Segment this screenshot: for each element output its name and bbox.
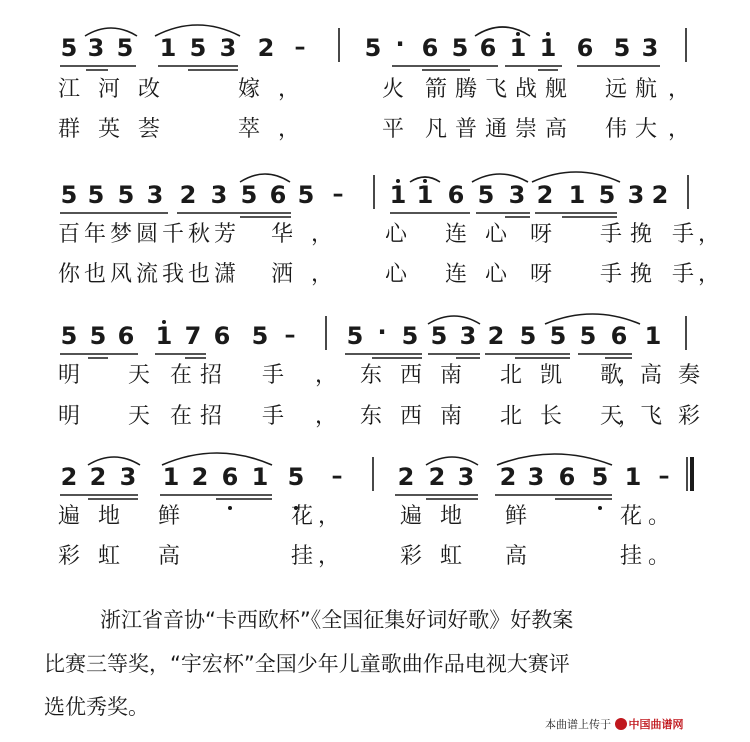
lyric-char: 地 <box>440 504 463 529</box>
lyric-char: 群 <box>58 117 81 142</box>
note-6: 6 <box>269 181 287 209</box>
lyric-char: 东 <box>360 404 383 429</box>
lyric-char: 崇 <box>515 117 538 142</box>
lyric-char: 河 <box>98 77 121 102</box>
lyric-char: ， <box>698 262 721 287</box>
note-6: 6 <box>558 463 576 491</box>
lyric-char: 手 <box>600 262 623 287</box>
lyric-char: 远 <box>605 77 628 102</box>
footer-line-1: 浙江省音协“卡西欧杯”《全国征集好词好歌》好教案 <box>100 608 574 632</box>
lyric-char: ， <box>278 77 301 102</box>
site-logo-icon <box>615 718 627 730</box>
lyric-char: 花 <box>291 504 314 529</box>
lyric-char: 挂 <box>620 544 643 569</box>
note-5: 5 <box>477 181 495 209</box>
lyric-char: 舰 <box>545 77 568 102</box>
lyric-char: 西 <box>400 404 423 429</box>
lyric-char: 凯 <box>540 363 563 388</box>
note-high-1: 1 <box>539 34 557 62</box>
note-6: 6 <box>221 463 239 491</box>
lyric-char: 西 <box>400 363 423 388</box>
note-6: 6 <box>610 322 628 350</box>
note-3: 3 <box>146 181 164 209</box>
lyric-char: 萃 <box>238 117 261 142</box>
lyric-char: 。 <box>648 504 671 529</box>
lyric-char: 地 <box>98 504 121 529</box>
note-high-1: 1 <box>509 34 527 62</box>
lyric-char: 虹 <box>98 544 121 569</box>
lyric-char: 虹 <box>440 544 463 569</box>
note-3: 3 <box>527 463 545 491</box>
note-5: 5 <box>401 322 419 350</box>
low-octave-dot <box>228 506 232 510</box>
lyric-char: ， <box>315 404 338 429</box>
site-name: 中国曲谱网 <box>628 718 684 731</box>
upload-credit <box>545 718 684 732</box>
lyric-char: 天 <box>128 404 151 429</box>
lyric-char: 。 <box>648 544 671 569</box>
lyric-char: 航 <box>635 77 658 102</box>
lyric-char: 飞 <box>485 77 508 102</box>
note-5: 5 <box>430 322 448 350</box>
lyric-char: 挽 <box>630 262 653 287</box>
lyric-char: 我 <box>162 262 185 287</box>
lyric-char: 嫁 <box>238 77 261 102</box>
note-1: 1 <box>644 322 662 350</box>
note-5: 5 <box>60 181 78 209</box>
note-3: 3 <box>87 34 105 62</box>
lyric-char: 明 <box>58 363 81 388</box>
lyric-char: 奏 <box>678 363 701 388</box>
lyric-char: 也 <box>84 262 107 287</box>
note-5: 5 <box>87 181 105 209</box>
lyric-char: 连 <box>445 262 468 287</box>
lyric-char: 你 <box>58 262 81 287</box>
note-5: 5 <box>598 181 616 209</box>
note-2: 2 <box>487 322 505 350</box>
lyric-char: 招 <box>200 404 223 429</box>
lyric-char: 歌 <box>600 363 623 388</box>
lyric-char: 手 <box>262 404 285 429</box>
lyric-char: 在 <box>170 363 193 388</box>
note-5: 5 <box>89 322 107 350</box>
note-5: 5 <box>613 34 631 62</box>
note-5: 5 <box>117 181 135 209</box>
lyric-char: 凡 <box>425 117 448 142</box>
note-5: 5 <box>549 322 567 350</box>
lyric-char: 荟 <box>138 117 161 142</box>
note-1: 1 <box>159 34 177 62</box>
lyric-char: 长 <box>540 404 563 429</box>
lyric-char: 飞 <box>640 404 663 429</box>
lyric-char: ， <box>315 363 338 388</box>
note-2: 2 <box>651 181 669 209</box>
dash-extend: – <box>332 182 344 207</box>
lyric-char: 通 <box>485 117 508 142</box>
note-5: 5 <box>287 463 305 491</box>
lyric-char: 手 <box>672 262 695 287</box>
lyric-char: 天 <box>128 363 151 388</box>
note-5: 5 <box>579 322 597 350</box>
lyric-char: 秋 <box>188 222 211 247</box>
note-high-1: 1 <box>389 181 407 209</box>
dash-extend: – <box>284 323 296 348</box>
lyric-char: 江 <box>58 77 81 102</box>
note-2: 2 <box>499 463 517 491</box>
note-1: 1 <box>568 181 586 209</box>
note-6: 6 <box>447 181 465 209</box>
lyric-char: ， <box>278 117 301 142</box>
note-5: 5 <box>116 34 134 62</box>
lyric-char: 鲜 <box>158 504 181 529</box>
lyric-char: 腾 <box>455 77 478 102</box>
note-1: 1 <box>162 463 180 491</box>
lyric-char: 洒 <box>271 262 294 287</box>
lyric-char: 手 <box>262 363 285 388</box>
note-2: 2 <box>179 181 197 209</box>
lyric-char: 梦 <box>110 222 133 247</box>
lyric-char: 挂 <box>291 544 314 569</box>
lyric-char: 百 <box>58 222 81 247</box>
note-5: 5 <box>297 181 315 209</box>
note-6: 6 <box>421 34 439 62</box>
lyric-char: 彩 <box>678 404 701 429</box>
lyric-char: 高 <box>545 117 568 142</box>
note-2: 2 <box>257 34 275 62</box>
note-6: 6 <box>213 322 231 350</box>
lyric-char: 潇 <box>214 262 237 287</box>
lyric-char: 心 <box>385 222 408 247</box>
lyric-char: 心 <box>485 222 508 247</box>
lyric-char: 明 <box>58 404 81 429</box>
note-3: 3 <box>508 181 526 209</box>
lyric-char: ， <box>311 222 334 247</box>
credit-text: 本曲谱上传于 <box>545 718 611 731</box>
footer-line-3: 选优秀奖。 <box>44 695 149 719</box>
lyric-char: 手 <box>672 222 695 247</box>
lyric-char: 在 <box>170 404 193 429</box>
lyric-char: 年 <box>84 222 107 247</box>
lyric-char: 呀 <box>530 262 553 287</box>
note-3: 3 <box>457 463 475 491</box>
note-2: 2 <box>536 181 554 209</box>
note-3: 3 <box>627 181 645 209</box>
lyric-char: 芳 <box>214 222 237 247</box>
lyric-char: 连 <box>445 222 468 247</box>
lyric-char: 手 <box>600 222 623 247</box>
lyric-char: ， <box>618 404 641 429</box>
lyric-char: 箭 <box>425 77 448 102</box>
note-3: 3 <box>641 34 659 62</box>
low-octave-dot <box>598 506 602 510</box>
lyric-char: ， <box>311 262 334 287</box>
lyric-char: 心 <box>385 262 408 287</box>
note-3: 3 <box>119 463 137 491</box>
lyric-char: 圆 <box>136 222 159 247</box>
lyric-char: 高 <box>158 544 181 569</box>
lyric-char: 南 <box>440 363 463 388</box>
dotted-rhythm: · <box>377 318 387 346</box>
note-2: 2 <box>89 463 107 491</box>
lyric-char: 英 <box>98 117 121 142</box>
lyric-char: 花 <box>620 504 643 529</box>
lyric-char: 千 <box>162 222 185 247</box>
lyric-char: 大 <box>635 117 658 142</box>
lyric-char: ， <box>618 363 641 388</box>
lyric-char: 挽 <box>630 222 653 247</box>
footer-line-2: 比赛三等奖，“宇宏杯”全国少年儿童歌曲作品电视大赛评 <box>44 652 570 676</box>
dotted-rhythm: · <box>395 30 405 58</box>
lyric-char: 北 <box>500 404 523 429</box>
note-2: 2 <box>428 463 446 491</box>
lyric-char: 天 <box>600 404 623 429</box>
note-6: 6 <box>117 322 135 350</box>
lyric-char: 鲜 <box>505 504 528 529</box>
note-1: 1 <box>251 463 269 491</box>
note-high-1: 1 <box>155 322 173 350</box>
lyric-char: 华 <box>271 222 294 247</box>
lyric-char: 也 <box>188 262 211 287</box>
note-6: 6 <box>576 34 594 62</box>
lyric-char: ， <box>318 544 341 569</box>
note-5: 5 <box>364 34 382 62</box>
lyric-char: 北 <box>500 363 523 388</box>
lyric-char: ， <box>698 222 721 247</box>
lyric-char: 普 <box>455 117 478 142</box>
dash-extend: – <box>294 35 306 60</box>
lyric-char: 呀 <box>530 222 553 247</box>
lyric-char: 高 <box>505 544 528 569</box>
note-2: 2 <box>60 463 78 491</box>
note-7: 7 <box>184 322 202 350</box>
lyric-char: 东 <box>360 363 383 388</box>
lyric-char: 彩 <box>58 544 81 569</box>
lyric-char: 彩 <box>400 544 423 569</box>
lyric-char: 遍 <box>58 504 81 529</box>
note-5: 5 <box>346 322 364 350</box>
lyric-char: 火 <box>382 77 405 102</box>
note-5: 5 <box>60 34 78 62</box>
dash-extend: – <box>331 464 343 489</box>
note-5: 5 <box>240 181 258 209</box>
note-5: 5 <box>251 322 269 350</box>
lyric-char: 风 <box>110 262 133 287</box>
note-high-1: 1 <box>416 181 434 209</box>
lyric-char: 战 <box>515 77 538 102</box>
note-6: 6 <box>479 34 497 62</box>
lyric-char: ， <box>668 117 691 142</box>
note-5: 5 <box>451 34 469 62</box>
note-3: 3 <box>219 34 237 62</box>
note-2: 2 <box>191 463 209 491</box>
lyric-char: 改 <box>138 77 161 102</box>
dash-extend: – <box>658 464 670 489</box>
note-1: 1 <box>624 463 642 491</box>
lyric-char: 平 <box>382 117 405 142</box>
lyric-char: 遍 <box>400 504 423 529</box>
note-5: 5 <box>519 322 537 350</box>
lyric-char: 伟 <box>605 117 628 142</box>
lyric-char: 流 <box>136 262 159 287</box>
lyric-char: 南 <box>440 404 463 429</box>
note-2: 2 <box>397 463 415 491</box>
note-3: 3 <box>459 322 477 350</box>
lyric-char: ， <box>668 77 691 102</box>
lyric-char: 招 <box>200 363 223 388</box>
lyric-char: 高 <box>640 363 663 388</box>
note-5: 5 <box>189 34 207 62</box>
lyric-char: ， <box>318 504 341 529</box>
note-5: 5 <box>591 463 609 491</box>
note-3: 3 <box>210 181 228 209</box>
note-5: 5 <box>60 322 78 350</box>
lyric-char: 心 <box>485 262 508 287</box>
